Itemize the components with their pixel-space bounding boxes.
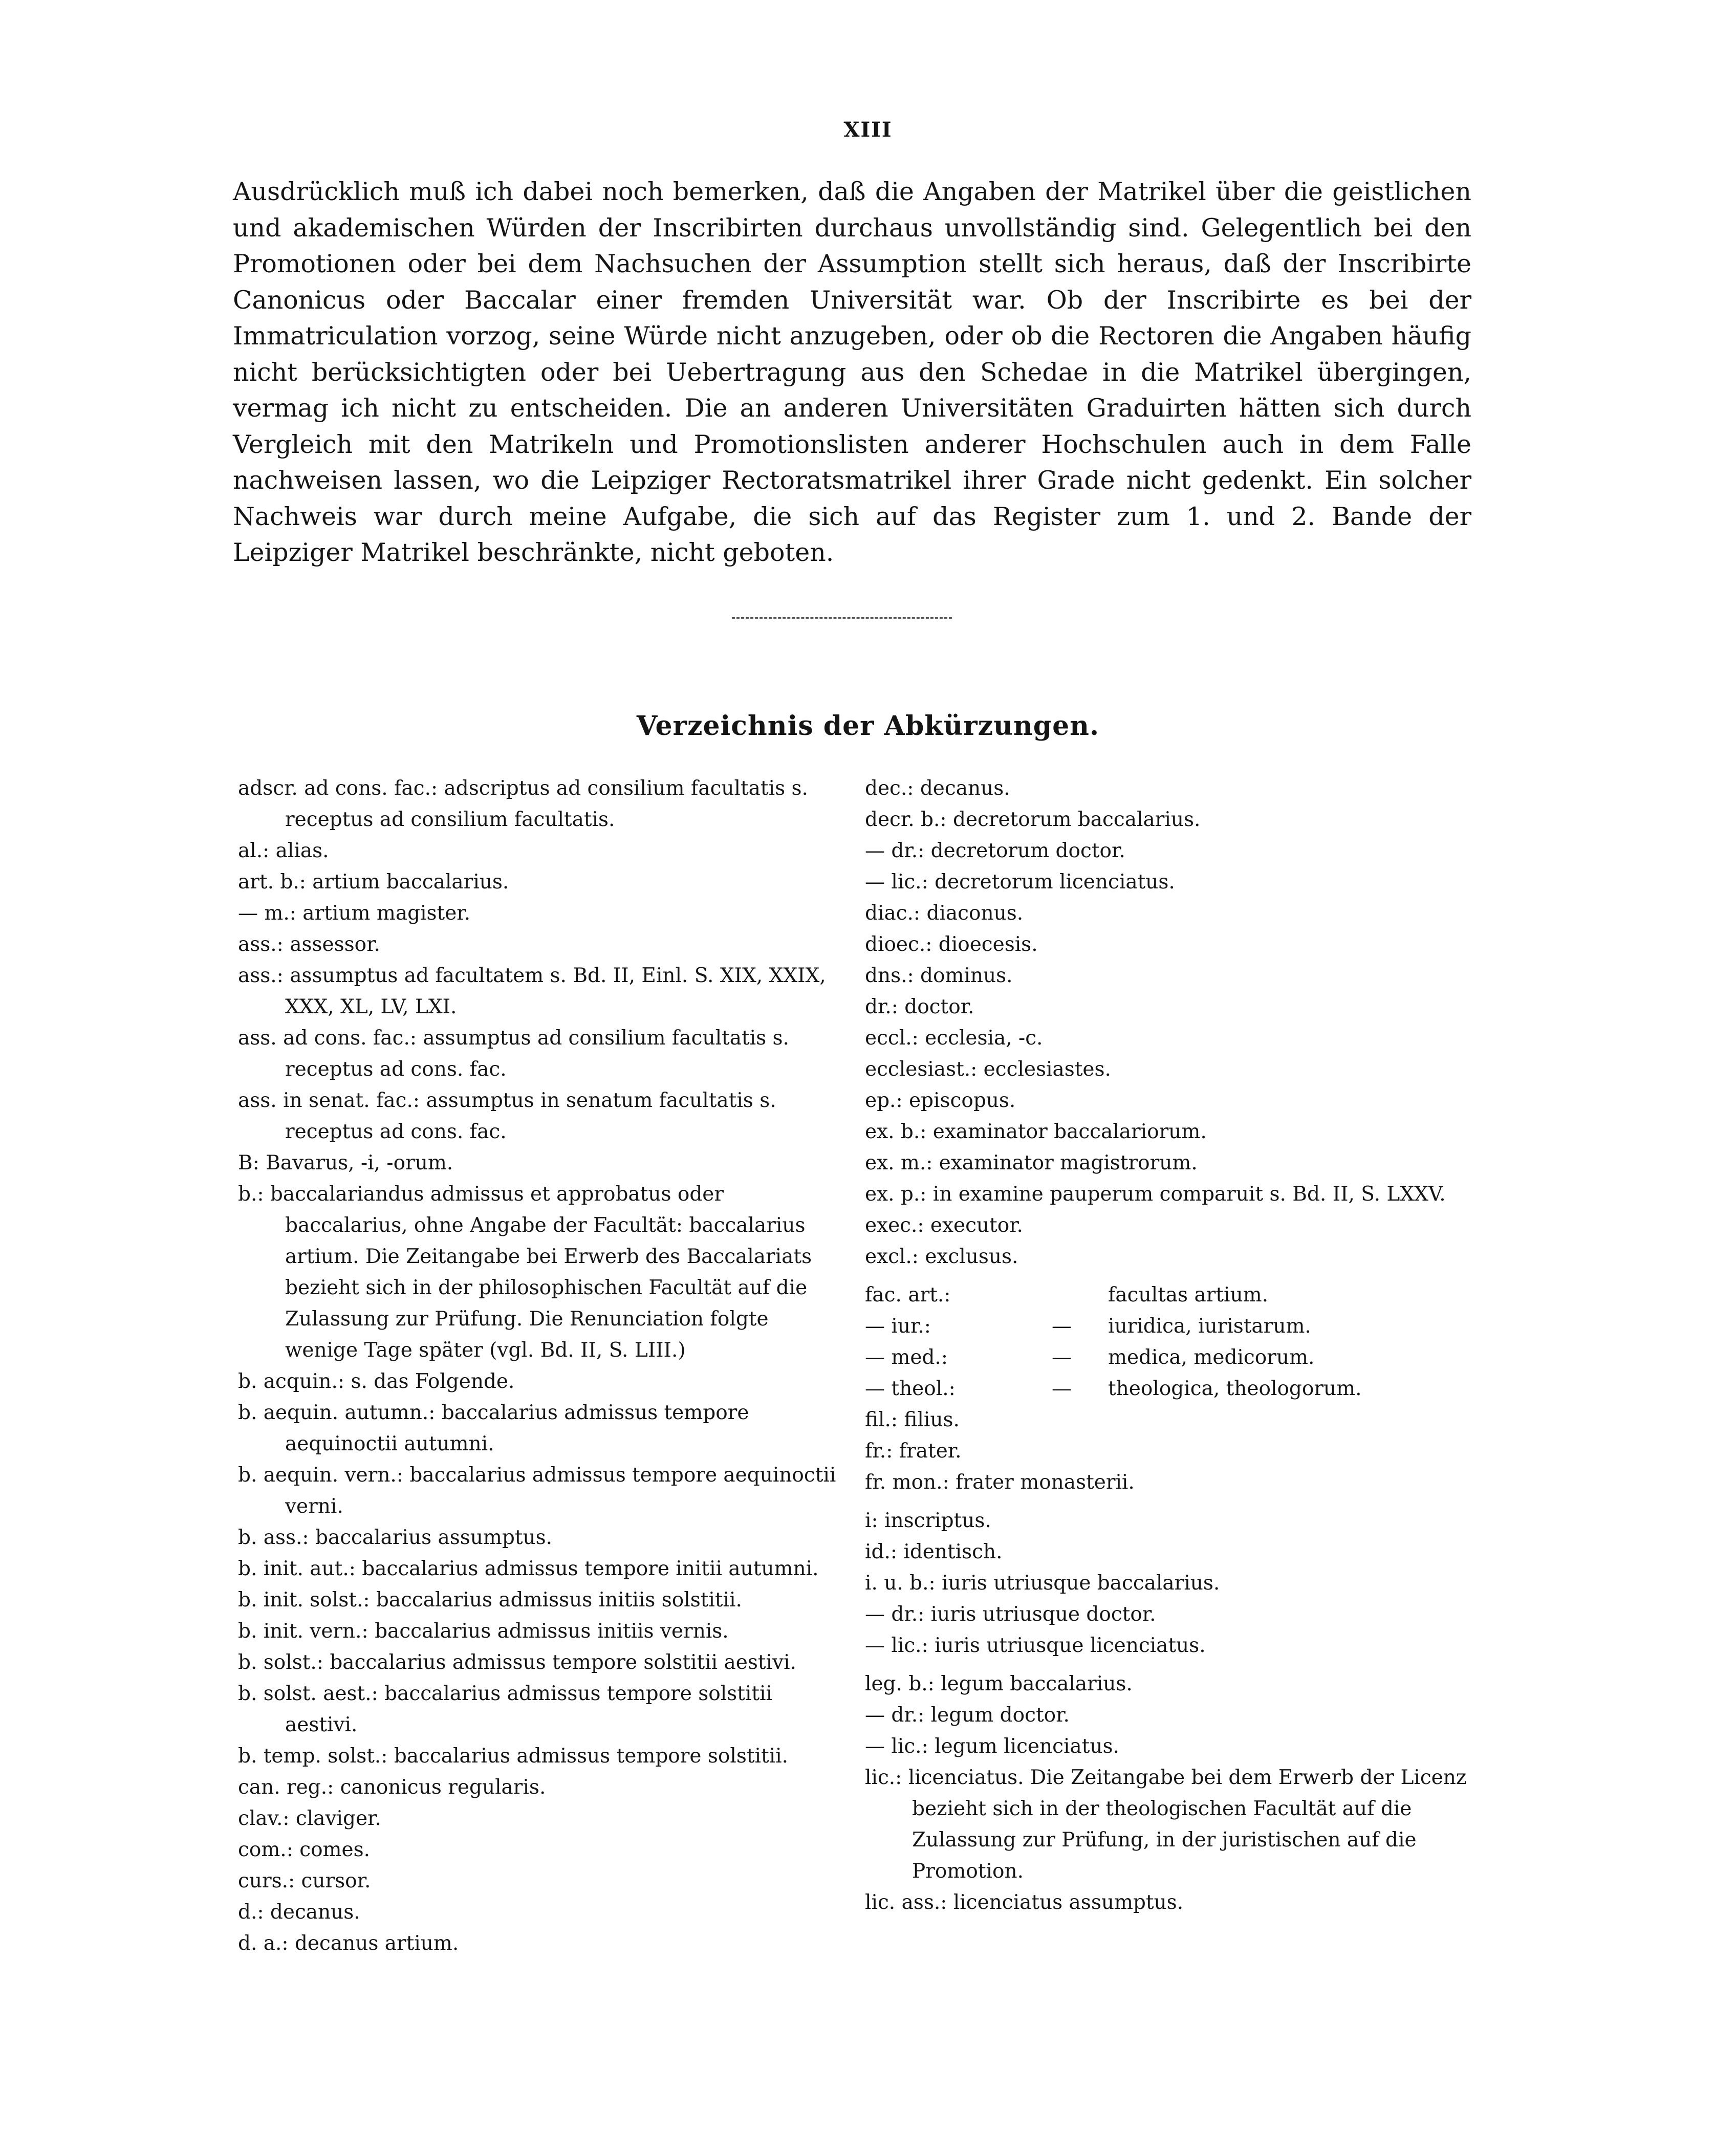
page-number: XIII xyxy=(843,118,893,142)
abbreviation-entry: ass. in senat. fac.: assumptus in senatum facultatis s. receptus ad cons. fac. xyxy=(238,1089,776,1143)
abbreviation-entry: fil.: filius. xyxy=(865,1408,960,1431)
abbreviation-entry: can. reg.: canonicus regularis. xyxy=(238,1776,546,1799)
intro-paragraph: Ausdrücklich muß ich dabei noch bemerken, daß die Angaben der Matrikel über die geistlichen und akademischen Würden der Inscribirten durchaus unvollständig sind. Gelegentlich bei den Promotionen oder bei dem Nachsuchen der Assumption stellt sich heraus, daß der Inscribirte Canonicus oder Baccalar einer fremden Universität war. Ob der Inscribirte es bei der Immatriculation vorzog, seine Würde nicht anzugeben, oder ob die Rectoren die Angaben häufig nicht berücksichtigten oder bei Uebertragung aus den Schedae in die Matrikel übergingen, vermag ich nicht zu entscheiden. Die an anderen Universitäten Graduirten hätten sich durch Vergleich mit den Matrikeln und Promotionslisten anderer Hochschulen auch in dem Falle nachweisen lassen, wo die Leipziger Rectoratsmatrikel ihrer Grade nicht gedenkt. Ein solcher Nachweis war durch meine Aufgabe, die sich auf das Register zum 1. und 2. Bande der Leipziger Matrikel beschränkte, nicht geboten. xyxy=(233,177,1471,567)
abbreviation-entry: — lic.: iuris utriusque licenciatus. xyxy=(865,1634,1206,1657)
abbreviation-entry: lic.: licenciatus. Die Zeitangabe bei dem Erwerb der Licenz bezieht sich in der theologischen Facultät auf die Zulassung zur Prüfung, in der juristischen auf die Promotion. xyxy=(865,1766,1467,1883)
abbreviations-right-column xyxy=(865,773,1474,1918)
abbreviation-entry: b. init. vern.: baccalarius admissus initiis vernis. xyxy=(238,1620,729,1643)
faculty-dash: — xyxy=(1052,1377,1072,1400)
abbreviation-entry: dec.: decanus. xyxy=(865,777,1010,800)
faculty-dash: — xyxy=(1052,1346,1072,1369)
abbreviation-entry: b.: baccalariandus admissus et approbatus oder baccalarius, ohne Angabe der Facultät: baccalarius artium. Die Zeitangabe bei Erwerb des Baccalariats bezieht sich in der philosophischen Facultät auf die Zulassung zur Prüfung. Die Renunciation folgte wenige Tage später (vgl. Bd. II, S. LIII.) xyxy=(238,1183,812,1362)
abbreviation-entry: decr. b.: decretorum baccalarius. xyxy=(865,808,1201,831)
abbreviation-entry: — lic.: decretorum licenciatus. xyxy=(865,870,1175,894)
abbreviation-entry: curs.: cursor. xyxy=(238,1869,371,1892)
intro-paragraph-block xyxy=(233,174,1471,571)
faculty-row xyxy=(865,1373,1474,1404)
abbreviation-entry: al.: alias. xyxy=(238,839,329,862)
abbreviation-entry: d. a.: decanus artium. xyxy=(238,1932,459,1955)
faculty-abbr: — med.: xyxy=(865,1346,948,1369)
faculty-dash xyxy=(1052,1279,1108,1311)
abbreviation-entry: ass.: assessor. xyxy=(238,933,380,956)
abbreviation-entry: dns.: dominus. xyxy=(865,964,1013,987)
abbreviation-entry: excl.: exclusus. xyxy=(865,1245,1018,1268)
abbreviation-entry: i. u. b.: iuris utriusque baccalarius. xyxy=(865,1572,1220,1595)
abbreviation-entry: i: inscriptus. xyxy=(865,1509,991,1532)
faculty-abbr: — iur.: xyxy=(865,1315,931,1338)
abbreviation-entry: fr.: frater. xyxy=(865,1440,962,1463)
faculty-abbr: — theol.: xyxy=(865,1377,956,1400)
abbreviation-entry: b. aequin. vern.: baccalarius admissus tempore aequinoctii verni. xyxy=(238,1464,836,1518)
abbreviation-entry: — dr.: decretorum doctor. xyxy=(865,839,1125,862)
abbreviation-entry: lic. ass.: licenciatus assumptus. xyxy=(865,1891,1184,1914)
faculty-row xyxy=(865,1279,1474,1311)
abbreviation-entry: art. b.: artium baccalarius. xyxy=(238,870,509,894)
faculty-expansion: theologica, theologorum. xyxy=(1108,1377,1362,1400)
faculty-expansion: iuridica, iuristarum. xyxy=(1108,1315,1311,1338)
abbreviation-entry: diac.: diaconus. xyxy=(865,902,1024,925)
abbreviation-entry: com.: comes. xyxy=(238,1838,371,1861)
abbreviation-entry: id.: identisch. xyxy=(865,1540,1003,1563)
abbreviation-entry: ecclesiast.: ecclesiastes. xyxy=(865,1058,1111,1081)
abbreviation-entry: b. init. solst.: baccalarius admissus initiis solstitii. xyxy=(238,1588,742,1612)
abbreviation-entry: exec.: executor. xyxy=(865,1214,1023,1237)
abbreviation-entry: b. ass.: baccalarius assumptus. xyxy=(238,1526,553,1549)
abbreviation-entry: b. init. aut.: baccalarius admissus tempore initii autumni. xyxy=(238,1557,819,1580)
abbreviation-entry: d.: decanus. xyxy=(238,1901,360,1924)
faculty-dash: — xyxy=(1052,1315,1072,1338)
section-divider xyxy=(732,617,952,619)
abbreviation-entry: leg. b.: legum baccalarius. xyxy=(865,1672,1133,1695)
abbreviation-entry: clav.: claviger. xyxy=(238,1807,381,1830)
abbreviation-entry: ex. p.: in examine pauperum comparuit s. Bd. II, S. LXXV. xyxy=(865,1183,1446,1206)
abbreviation-entry: adscr. ad cons. fac.: adscriptus ad consilium facultatis s. receptus ad consilium facultatis. xyxy=(238,777,808,831)
abbreviation-entry: dioec.: dioecesis. xyxy=(865,933,1038,956)
abbreviation-entry: b. aequin. autumn.: baccalarius admissus tempore aequinoctii autumni. xyxy=(238,1401,749,1455)
faculty-row xyxy=(865,1311,1474,1342)
faculty-abbr: fac. art.: xyxy=(865,1283,951,1307)
abbreviation-entry: eccl.: ecclesia, -c. xyxy=(865,1027,1043,1050)
faculty-row xyxy=(865,1342,1474,1373)
abbreviation-entry: b. acquin.: s. das Folgende. xyxy=(238,1370,515,1393)
section-title: Verzeichnis der Abkürzungen. xyxy=(636,710,1100,742)
abbreviation-entry: ass. ad cons. fac.: assumptus ad consilium facultatis s. receptus ad cons. fac. xyxy=(238,1027,789,1081)
abbreviation-entry: — dr.: legum doctor. xyxy=(865,1704,1070,1727)
abbreviation-entry: ex. b.: examinator baccalariorum. xyxy=(865,1120,1207,1143)
abbreviation-entry: ep.: episcopus. xyxy=(865,1089,1016,1112)
abbreviation-entry: — dr.: iuris utriusque doctor. xyxy=(865,1603,1156,1626)
abbreviation-entry: b. solst. aest.: baccalarius admissus tempore solstitii aestivi. xyxy=(238,1682,772,1736)
faculty-abbreviation-group xyxy=(865,1279,1474,1404)
faculty-expansion: medica, medicorum. xyxy=(1108,1346,1315,1369)
abbreviations-left-column xyxy=(238,773,842,1959)
abbreviation-entry: ass.: assumptus ad facultatem s. Bd. II, Einl. S. XIX, XXIX, XXX, XL, LV, LXI. xyxy=(238,964,826,1018)
abbreviation-entry: fr. mon.: frater monasterii. xyxy=(865,1471,1135,1494)
abbreviation-entry: — m.: artium magister. xyxy=(238,902,471,925)
abbreviation-entry: B: Bavarus, -i, -orum. xyxy=(238,1151,453,1174)
faculty-expansion: facultas artium. xyxy=(1108,1283,1268,1307)
abbreviation-entry: b. temp. solst.: baccalarius admissus tempore solstitii. xyxy=(238,1745,789,1768)
abbreviation-entry: — lic.: legum licenciatus. xyxy=(865,1735,1119,1758)
abbreviation-entry: b. solst.: baccalarius admissus tempore solstitii aestivi. xyxy=(238,1651,796,1674)
abbreviation-entry: ex. m.: examinator magistrorum. xyxy=(865,1151,1198,1174)
abbreviation-entry: dr.: doctor. xyxy=(865,995,974,1018)
